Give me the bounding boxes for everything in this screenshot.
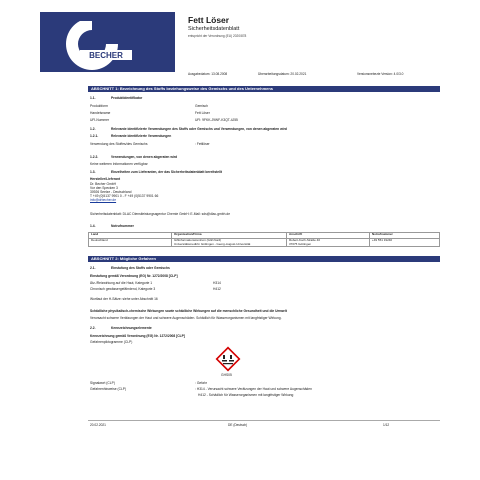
table-cell: +49 551 19240 [370, 239, 440, 247]
sds-service-note: Sicherheitsdatenblatt: DLAC Dienstleistungsagentur Chemie GmbH: E-Mail: sds@dlac-gmbh.de [90, 212, 231, 216]
s14-num: 1.4. [90, 224, 96, 228]
s12-num: 1.2. [90, 127, 96, 131]
label-heading: Kennzeichnung gemäß Verordnung (EG) Nr. 1272/2008 [CLP] [90, 334, 185, 338]
classification-heading: Einstufung gemäß Verordnung (EG) Nr. 1272/2008 [CLP] [90, 274, 178, 278]
footer-date: 20.02.2021 [90, 423, 106, 427]
trade-name-value: Fett Löser [195, 111, 210, 115]
regulation-note: entspricht der Verordnung (EU) 2020/878 [188, 34, 247, 38]
s14-title: Notrufnummer [111, 224, 134, 228]
revision-date: Überarbeitungsdatum: 20.02.2021 [258, 72, 307, 76]
table-row [89, 239, 440, 247]
s121-num: 1.2.1. [90, 134, 99, 138]
s12-title: Relevante identifizierte Verwendungen des Stoffs oder Gemischs und Verwendungen, von denen abgeraten wird [111, 127, 287, 131]
table-header-cell: Land [89, 233, 172, 239]
print-date: Ausgabedatum: 13.08.2008 [188, 72, 228, 76]
s122-num: 1.2.2. [90, 155, 99, 159]
signal-word-label: Signalwort (CLP) [90, 381, 115, 385]
table-header-cell: Organisation/Firma [172, 233, 287, 239]
classification-2-label: Chronisch gewässergefährdend, Kategorie 3 [90, 287, 156, 291]
ufi-label: UFI-Nummer [90, 118, 110, 122]
s13-title: Einzelheiten zum Lieferanten, der das Sicherheitsdatenblatt bereitstellt [111, 170, 223, 174]
hazard-statement-2: H412 - Schädlich für Wasserorganismen mit langfristiger Wirkung [198, 393, 294, 397]
s11-num: 1.1. [90, 96, 96, 100]
supplier-heading: Hersteller/Lieferant [90, 177, 121, 181]
product-form-value: Gemisch [195, 104, 209, 108]
s122-title: Verwendungen, von denen abgeraten wird [111, 155, 178, 159]
table-header-cell: Anschrift [287, 233, 370, 239]
emergency-table [88, 232, 440, 247]
becher-logo [40, 12, 175, 72]
document-title: Fett Löser [188, 15, 230, 25]
corrosion-pictogram-icon [215, 346, 241, 372]
hazard-statements-label: Gefahrenhinweise (CLP) [90, 387, 127, 391]
s121-title: Relevante identifizierte Verwendungen [111, 134, 172, 138]
trade-name-label: Handelsname [90, 111, 111, 115]
pictogram-label: Gefahrenpiktogramme (CLP) [90, 340, 133, 344]
use-label: Verwendung des Stoffes/des Gemischs [90, 142, 148, 146]
supplier-email-link[interactable]: info@drbecher.de [90, 198, 117, 202]
table-cell: Giftinformationszentrum (GIZ-Nord) Universitätsmedizin Göttingen - Georg-August-Universität [172, 239, 287, 247]
h-statement-note: Wortlaut der H-Sätze: siehe unter Abschnitt 16 [90, 297, 158, 301]
pictogram-code: GHS05 [221, 373, 232, 377]
section1-bar: ABSCHNITT 1: Bezeichnung des Stoffs beziehungsweise des Gemischs und des Unternehmens [88, 86, 440, 92]
supplier-line: Vor den Specken 3 [90, 186, 118, 190]
table-header-cell: Notrufnummer [370, 233, 440, 239]
version: Versionsnebezie Version: 4.0/3.0 [357, 72, 404, 76]
hazard-statement-1: : H314 - Verursacht schwere Verätzungen der Haut und schwere Augenschäden [195, 387, 312, 391]
effects-text: Verursacht schwere Verätzungen der Haut und schwere Augenschäden. Schädlich für Wasserorganismen mit langfristiger Wirkung. [90, 316, 282, 320]
classification-1-code: H314 [213, 281, 221, 285]
document-subtitle: Sicherheitsdatenblatt [188, 26, 240, 32]
logo-text: BECHER [89, 51, 123, 60]
effects-heading: Schädliche physikalisch-chemische Wirkungen sowie schädliche Wirkungen auf die menschliche Gesundheit und die Umwelt [90, 309, 287, 313]
footer-divider [88, 420, 440, 421]
product-form-label: Produktform [90, 104, 108, 108]
s11-title: Produktidentifikator [111, 96, 143, 100]
classification-1-label: Ätz-/Reizwirkung auf die Haut, Kategorie 1 [90, 281, 153, 285]
table-cell: Robert-Koch-Straße 40 37075 Göttingen [287, 239, 370, 247]
classification-2-code: H412 [213, 287, 221, 291]
signal-word-value: : Gefahr [195, 381, 207, 385]
ufi-value: UFI: 9FKK-J9WF-K3QT-4J55 [195, 118, 238, 122]
s122-text: Keine weiteren Informationen verfügbar [90, 162, 148, 166]
s13-num: 1.3. [90, 170, 96, 174]
supplier-line: Dr. Becher GmbH [90, 182, 117, 186]
s22-title: Kennzeichnungselemente [111, 326, 152, 330]
s21-title: Einstufung des Stoffs oder Gemischs [111, 266, 170, 270]
supplier-line: T +49 (0)5137 9901 0 - F +49 (0)5137 9901 66 [90, 194, 159, 198]
s21-num: 2.1. [90, 266, 96, 270]
section2-bar: ABSCHNITT 2: Mögliche Gefahren [88, 256, 440, 262]
footer-language: DE (Deutsch) [228, 423, 248, 427]
supplier-line: 30926 Seelze - Deutschland [90, 190, 132, 194]
s22-num: 2.2. [90, 326, 96, 330]
footer-page-number: 1/12 [383, 423, 390, 427]
use-value: : Fettlöser [195, 142, 210, 146]
table-cell: Deutschland [89, 239, 172, 247]
